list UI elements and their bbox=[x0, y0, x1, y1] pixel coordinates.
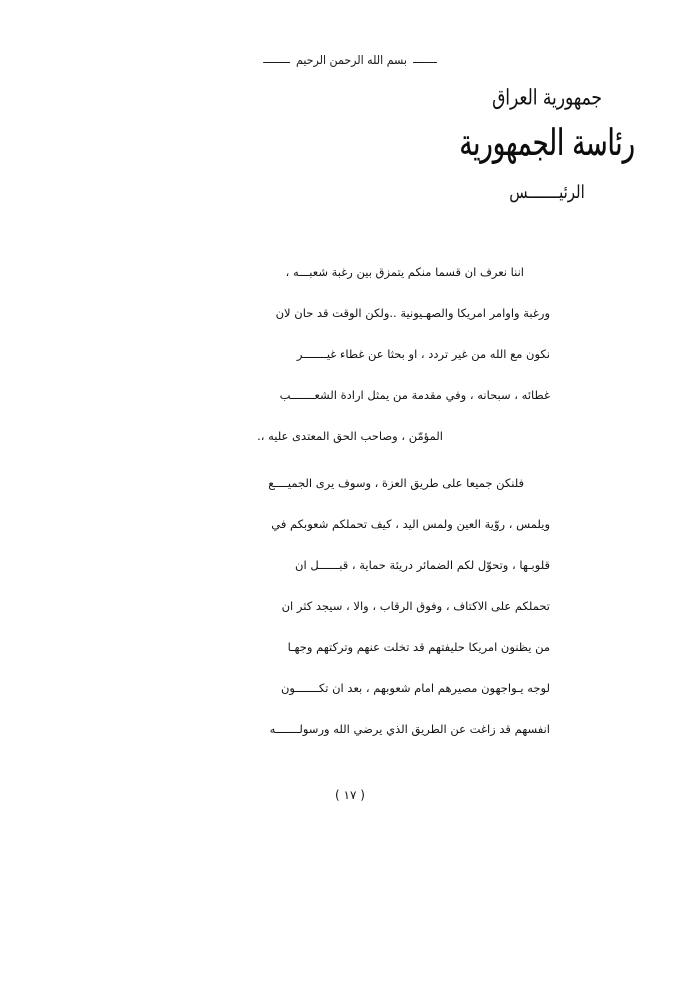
letterhead-title: الرئيـــــــس bbox=[509, 181, 585, 203]
body-line: غطائه ، سبحانه ، وفي مقدمة من يمثل ارادة الشعـــــــب bbox=[279, 388, 550, 402]
body-line: من يظنون امريكا حليفتهم قد تخلت عنهم وتركتهم وجهـا bbox=[287, 640, 550, 654]
paragraph-2 bbox=[150, 463, 550, 750]
document-body bbox=[150, 252, 550, 756]
page-number: ( ١٧ ) bbox=[335, 788, 365, 802]
letterhead-office: رئاسة الجمهورية bbox=[459, 122, 635, 165]
basmala-header bbox=[28, 52, 672, 67]
letterhead bbox=[452, 85, 642, 203]
body-line: المؤمّن ، وصاحب الحق المعتدى عليه ،. bbox=[257, 429, 443, 443]
body-line: نكون مع الله من غير تردد ، او بحثا عن غطاء غيـــــــر bbox=[296, 347, 550, 361]
body-line: ويلمس ، روّية العين ولمس اليد ، كيف تحملكم شعوبكم في bbox=[271, 517, 550, 531]
body-line: ورغبة واوامر امريكا والصهـيونية ..ولكن الوقت قد حان لان bbox=[275, 306, 550, 320]
flourish-right-ornament: ــــــــ bbox=[413, 53, 437, 66]
body-line: فلنكن جميعا على طريق العزة ، وسوف يرى الجميــــع bbox=[268, 476, 524, 490]
body-line: لوجه يـواجهون مصيرهم امام شعوبهم ، بعد ان تكـــــــون bbox=[280, 681, 550, 695]
body-line: اننا نعرف ان قسما منكم يتمزق بين رغبة شعبـــه ، bbox=[285, 265, 524, 279]
flourish-left-ornament: ـــــــــ bbox=[263, 53, 290, 66]
letterhead-country: جمهورية العراق bbox=[492, 85, 602, 111]
body-line: تحملكم على الاكتاف ، وفوق الرقاب ، والا ، سيجد كثر ان bbox=[281, 599, 550, 613]
paragraph-1 bbox=[150, 252, 550, 457]
basmala-text: بسم الله الرحمن الرحيم bbox=[296, 52, 407, 67]
body-line: انفسهم قد زاغت عن الطريق الذي يرضي الله ورسولـــــــه bbox=[269, 722, 550, 736]
body-line: قلوبـها ، وتحوّل لكم الضمائر دريئة حماية ، قبــــــل ان bbox=[295, 558, 550, 572]
